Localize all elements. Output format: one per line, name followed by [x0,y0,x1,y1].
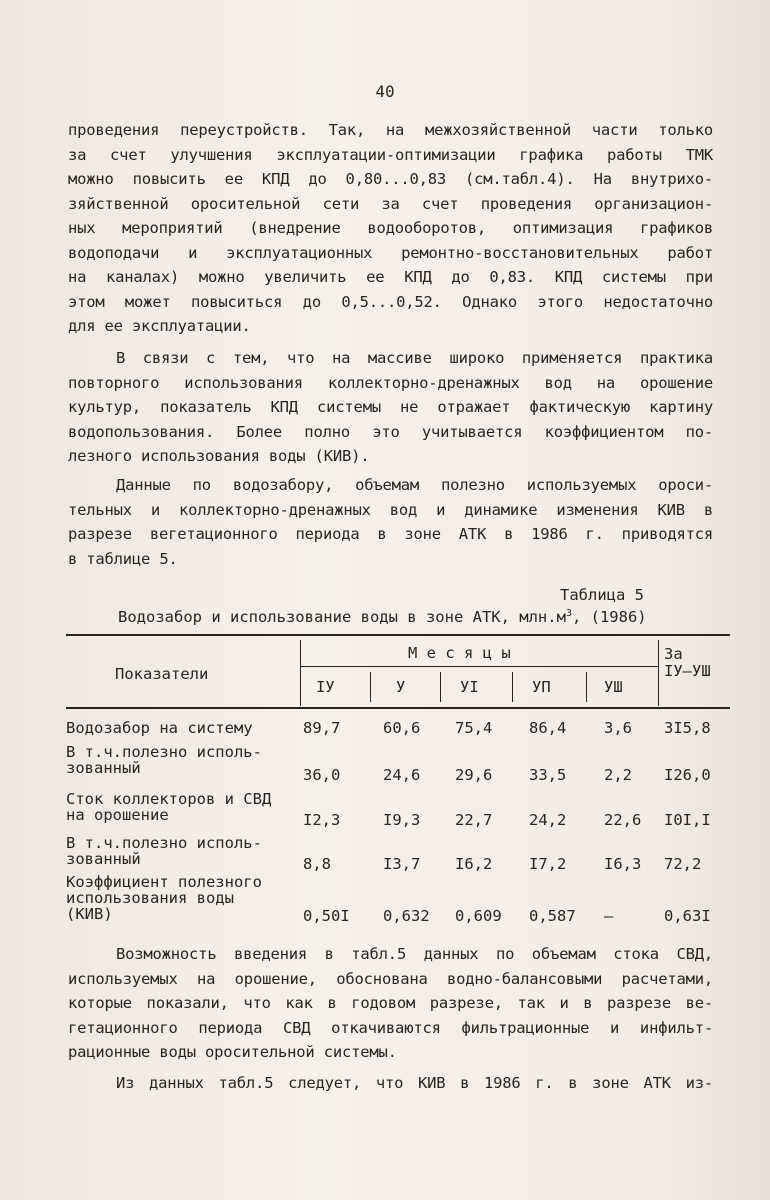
table-cell: 24,6 [383,766,421,784]
text-line: можно повысить ее КПД до 0,80...0,83 (см.табл.4). На внутрихо- [68,170,713,188]
table-top-rule [66,634,730,636]
month-header: УШ [604,678,623,696]
text-line: водоподачи и эксплуатационных ремонтно-восстановительных работ [68,243,713,262]
text-line: лезного использования воды (КИВ). [68,447,370,465]
row-label: В т.ч.полезно исполь- зованный [66,834,262,868]
table-cell: I2,3 [303,811,341,829]
text-line: ных мероприятий (внедрение водооборотов, оптимизация графиков [68,219,713,237]
text-line: этом может повыситься до 0,5...0,52. Однако этого недостаточно [68,292,713,311]
text-line: Возможность введения в табл.5 данных по объемам стока СВД, [116,945,713,963]
month-separator [440,672,441,702]
paragraph-4 [68,942,713,1065]
table-cell: 86,4 [529,719,567,737]
month-separator [370,672,371,702]
table-cell: 36,0 [303,766,341,784]
text-line: культур, показатель КПД системы не отражает фактическую картину [68,398,713,416]
table-cell: 60,6 [383,719,421,737]
table-cell: 75,4 [455,719,493,737]
table-header-rule [66,707,730,709]
table-cell: 22,7 [455,811,493,829]
text-line: на каналах) можно увеличить ее КПД до 0,83. КПД системы при [68,268,713,286]
text-line: Данные по водозабору, объемам полезно используемых ороси- [116,476,713,494]
table-cell: 0,587 [529,907,576,925]
text-line: зяйственной оросительной сети за счет проведения организацион- [68,194,713,213]
text-line: водопользования. Более полно это учитывается коэффициентом по- [68,422,713,441]
paragraph-5 [68,1071,713,1096]
text-line: Из данных табл.5 следует, что КИВ в 1986 г. в зоне АТК из- [116,1074,713,1092]
table-cell: 0,63I [664,907,711,925]
table-cell: 3,6 [604,719,632,737]
text-line: в таблице 5. [68,549,178,568]
table-cell: I0I,I [664,811,711,829]
text-line: для ее эксплуатации. [68,317,251,335]
row-label: Водозабор на систему [66,719,253,737]
table-cell: – [604,907,614,925]
table-cell: I6,2 [455,855,493,873]
month-header: УП [532,678,551,696]
table-cell: 22,6 [604,811,642,829]
text-line: за счет улучшения эксплуатации-оптимизации графика работы ТМК [68,145,713,164]
header-month-rule [300,666,658,667]
month-separator [586,672,587,702]
table-cell: 0,50I [303,907,350,925]
table-cell: I9,3 [383,811,421,829]
text-line: разрезе вегетационного периода в зоне АТК в 1986 г. приводятся [68,525,713,543]
text-line: используемых на орошение, обоснована водно-балансовыми расчетами, [68,969,713,988]
table-cell: I6,3 [604,855,642,873]
paragraph-3 [68,473,713,571]
header-months: М е с я ц ы [408,644,511,662]
header-indicators: Показатели [115,665,209,683]
row-label: В т.ч.полезно исполь- зованный [66,743,262,777]
text-line: гетационного периода СВД откачиваются фильтрационные и инфильт- [68,1018,713,1037]
table-cell: 2,2 [604,766,632,784]
text-line: которые показали, что как в годовом разрезе, так и в разрезе ве- [68,994,713,1012]
table-cell: 89,7 [303,719,341,737]
header-separator [300,640,301,706]
paragraph-1 [68,118,713,339]
header-separator [658,640,659,706]
month-header: У [396,678,406,696]
month-separator [512,672,513,702]
table-caption: Водозабор и использование воды в зоне АТК, $млн.м^3$, (1986) [118,608,647,627]
table-cell: I3,7 [383,855,421,873]
text-line: повторного использования коллекторно-дренажных вод на орошение [68,373,713,392]
row-label: Коэффициент полезного использования воды (КИВ) [66,873,262,923]
table-cell: I26,0 [664,766,711,784]
month-header: IУ [316,678,335,696]
table-cell: 33,5 [529,766,567,784]
row-label: Сток коллекторов и СВД на орошение [66,790,272,824]
table-cell: 0,609 [455,907,502,925]
table-cell: 72,2 [664,855,702,873]
text-line: В связи с тем, что на массиве широко применяется практика [116,349,713,367]
table-cell: 0,632 [383,907,430,925]
page-number: 40 [375,82,395,101]
table-cell: 3I5,8 [664,719,711,737]
table-cell: 8,8 [303,855,331,873]
table-cell: 24,2 [529,811,567,829]
table-label: Таблица 5 [560,586,644,604]
month-header: УI [460,678,479,696]
text-line: тельных и коллекторно-дренажных вод и динамике изменения КИВ в [68,500,713,519]
table-cell: 29,6 [455,766,493,784]
paragraph-2 [68,346,713,469]
header-total-range: IУ–УШ [664,662,711,680]
header-total: За [664,645,683,663]
table-cell: I7,2 [529,855,567,873]
text-line: рационные воды оросительной системы. [68,1043,397,1061]
text-line: проведения переустройств. Так, на межхозяйственной части только [68,121,713,139]
